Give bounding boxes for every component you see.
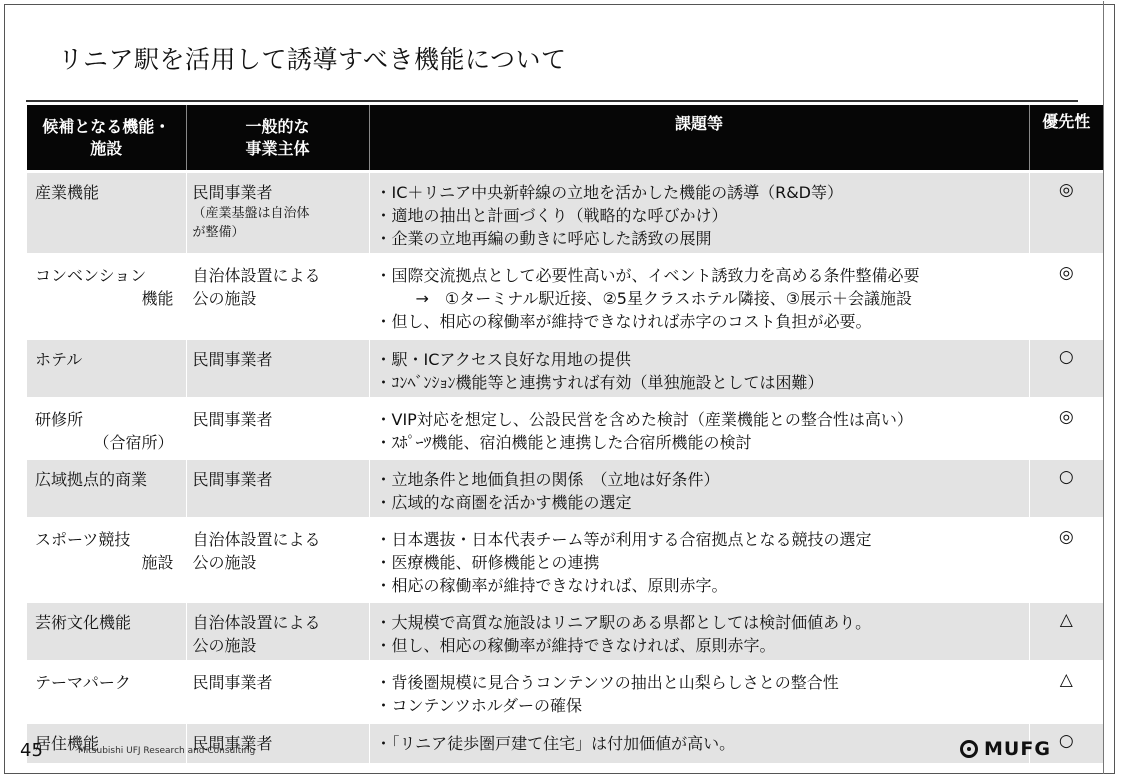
function-name: 産業機能 — [35, 183, 100, 202]
candidate-function-cell — [27, 339, 186, 399]
priority-mark: ○ — [1029, 723, 1103, 763]
priority-mark: ○ — [1029, 339, 1103, 399]
actor-note: が整備） — [192, 225, 245, 240]
issue-item: ・適地の抽出と計画づくり（戦略的な呼びかけ） — [375, 206, 728, 225]
function-name: ホテル — [35, 350, 83, 369]
priority-mark: △ — [1029, 602, 1103, 662]
issues-cell — [369, 662, 1029, 723]
table-row — [27, 519, 1103, 602]
issue-item: ・但し、相応の稼働率が維持できなければ赤字のコスト負担が必要。 — [375, 312, 872, 331]
actor-line: 民間事業者 — [192, 410, 273, 429]
general-actor-cell — [186, 723, 369, 763]
header-general-actor — [186, 105, 369, 172]
table-row — [27, 255, 1103, 339]
slide-title: リニア駅を活用して誘導すべき機能について — [58, 45, 567, 74]
actor-line: 自治体設置による — [192, 530, 321, 549]
general-actor-cell — [186, 602, 369, 662]
table-row — [27, 399, 1103, 459]
candidate-function-cell — [27, 255, 186, 339]
actor-line: 民間事業者 — [192, 350, 273, 369]
issues-cell — [369, 399, 1029, 459]
table-row — [27, 459, 1103, 519]
function-name: 居住機能 — [35, 734, 100, 753]
actor-line: 公の施設 — [192, 553, 257, 572]
issues-cell — [369, 723, 1029, 763]
issue-item: ・但し、相応の稼働率が維持できなければ、原則赤字。 — [375, 636, 776, 655]
general-actor-cell — [186, 662, 369, 723]
issues-cell — [369, 339, 1029, 399]
issue-item: ・企業の立地再編の動きに呼応した誘致の展開 — [375, 229, 712, 248]
issue-item: ・日本選抜・日本代表チーム等が利用する合宿拠点となる競技の選定 — [375, 530, 872, 549]
actor-line: 自治体設置による — [192, 613, 321, 632]
header-candidate-function — [27, 105, 186, 172]
actor-line: 自治体設置による — [192, 266, 321, 285]
issue-item: ・大規模で高質な施設はリニア駅のある県都としては検討価値あり。 — [375, 613, 872, 632]
issue-item: ・背後圏規模に見合うコンテンツの抽出と山梨らしさとの整合性 — [375, 673, 839, 692]
issues-cell — [369, 602, 1029, 662]
issues-cell — [369, 172, 1029, 255]
function-name-cont: 施設 — [141, 553, 174, 572]
actor-line: 民間事業者 — [192, 183, 273, 202]
priority-mark: ◎ — [1029, 399, 1103, 459]
priority-mark: ◎ — [1029, 255, 1103, 339]
header-actor-line1: 一般的な — [245, 116, 310, 136]
table-header-row — [27, 105, 1103, 172]
issue-item: ・ｽﾎﾟｰﾂ機能、宿泊機能と連携した合宿所機能の検討 — [375, 433, 752, 452]
issue-item: → ①ターミナル駅近接、②5星クラスホテル隣接、③展示＋会議施設 — [415, 289, 913, 308]
table-row — [27, 723, 1103, 763]
general-actor-cell — [186, 519, 369, 602]
priority-mark: △ — [1029, 662, 1103, 723]
header-candidate-line2: 施設 — [90, 138, 123, 158]
mufg-logo-icon — [960, 740, 978, 758]
header-candidate-line1: 候補となる機能・ — [42, 116, 171, 136]
header-actor-line2: 事業主体 — [245, 138, 310, 158]
issue-item: ・相応の稼働率が維持できなければ、原則赤字。 — [375, 576, 728, 595]
issue-item: ・国際交流拠点として必要性高いが、イベント誘致力を高める条件整備必要 — [375, 266, 920, 285]
mufg-logo — [960, 736, 1051, 762]
issue-item: ・「リニア徒歩圏戸建て住宅」は付加価値が高い。 — [375, 734, 736, 753]
issue-item: ・コンテンツホルダーの確保 — [375, 696, 583, 715]
table-row — [27, 172, 1103, 255]
function-name: 研修所 — [35, 410, 84, 429]
general-actor-cell — [186, 339, 369, 399]
header-issues: 課題等 — [369, 105, 1029, 172]
function-name: 芸術文化機能 — [35, 613, 132, 632]
actor-line: 民間事業者 — [192, 734, 273, 753]
priority-mark: ◎ — [1029, 519, 1103, 602]
function-name-cont: 機能 — [141, 289, 174, 308]
page-number: 45 — [20, 740, 43, 761]
priority-mark: ◎ — [1029, 172, 1103, 255]
general-actor-cell — [186, 459, 369, 519]
general-actor-cell — [186, 255, 369, 339]
function-name: 広域拠点的商業 — [35, 470, 148, 489]
actor-note: （産業基盤は自治体 — [192, 206, 310, 221]
footer-credit: Mitsubishi UFJ Research and Consulting — [78, 746, 256, 756]
function-name: スポーツ競技 — [35, 530, 131, 549]
candidate-function-cell — [27, 602, 186, 662]
function-name-cont: （合宿所） — [93, 433, 174, 452]
candidate-function-cell — [27, 459, 186, 519]
actor-line: 民間事業者 — [192, 470, 273, 489]
issue-item: ・ｺﾝﾍﾞﾝｼｮﾝ機能等と連携すれば有効（単独施設としては困難） — [375, 373, 824, 392]
title-underline — [26, 100, 1078, 102]
scan-edge — [1103, 1, 1104, 774]
header-priority: 優先性 — [1029, 105, 1103, 172]
candidate-function-cell — [27, 399, 186, 459]
mufg-logo-text: MUFG — [984, 738, 1051, 760]
issues-cell — [369, 519, 1029, 602]
function-priority-table — [27, 105, 1103, 763]
table-row — [27, 339, 1103, 399]
actor-line: 公の施設 — [192, 636, 257, 655]
general-actor-cell — [186, 399, 369, 459]
issue-item: ・広域的な商圏を活かす機能の選定 — [375, 493, 632, 512]
issue-item: ・立地条件と地価負担の関係 （立地は好条件） — [375, 470, 720, 489]
priority-mark: ○ — [1029, 459, 1103, 519]
candidate-function-cell — [27, 519, 186, 602]
issue-item: ・駅・ICアクセス良好な用地の提供 — [375, 350, 631, 369]
issue-item: ・IC＋リニア中央新幹線の立地を活かした機能の誘導（R&D等） — [375, 183, 843, 202]
candidate-function-cell — [27, 723, 186, 763]
table-row — [27, 602, 1103, 662]
function-name: コンベンション — [35, 266, 147, 285]
function-name: テーマパーク — [35, 673, 131, 692]
issues-cell — [369, 459, 1029, 519]
general-actor-cell — [186, 172, 369, 255]
issue-item: ・VIP対応を想定し、公設民営を含めた検討（産業機能との整合性は高い） — [375, 410, 913, 429]
table-row — [27, 662, 1103, 723]
actor-line: 民間事業者 — [192, 673, 273, 692]
issues-cell — [369, 255, 1029, 339]
actor-line: 公の施設 — [192, 289, 257, 308]
candidate-function-cell — [27, 662, 186, 723]
candidate-function-cell — [27, 172, 186, 255]
issue-item: ・医療機能、研修機能との連携 — [375, 553, 600, 572]
table-body — [27, 172, 1103, 763]
